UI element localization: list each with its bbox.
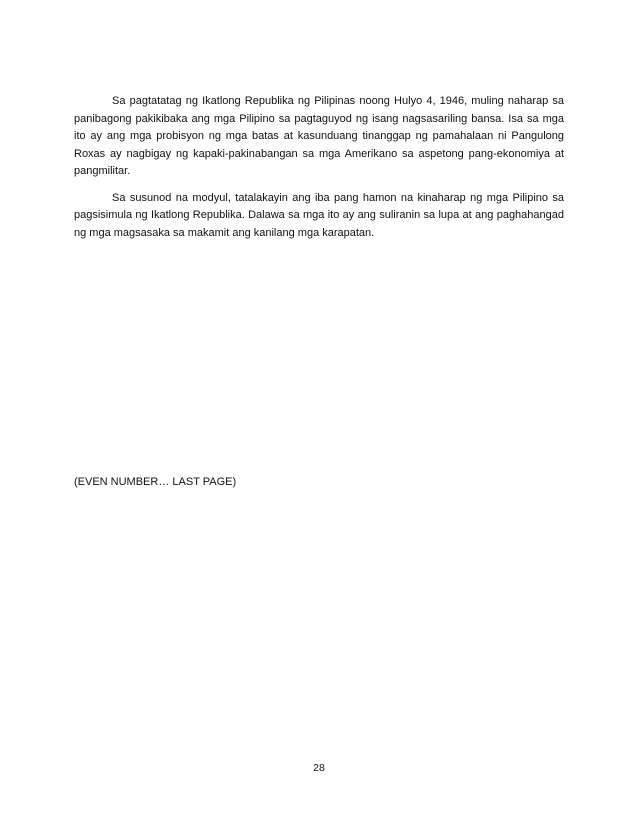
placeholder-note: (EVEN NUMBER… LAST PAGE) <box>74 476 237 488</box>
body-text <box>74 93 564 251</box>
page-number: 28 <box>313 762 325 774</box>
paragraph-2: Sa susunod na modyul, tatalakayin ang iba pang hamon na kinaharap ng mga Pilipino sa pagsisimula ng Ikatlong Republika. Dalawa sa mga ito ay ang suliranin sa lupa at ang paghahangad ng mga magsasaka sa makamit ang kanilang mga karapatan. <box>74 191 564 239</box>
paragraph-1: Sa pagtatatag ng Ikatlong Republika ng Pilipinas noong Hulyo 4, 1946, muling naharap sa panibagong pakikibaka ang mga Pilipino sa pagtaguyod ng isang nagsasariling bansa. Isa sa mga ito ay ang mga probisyon ng mga batas at kasunduang tinanggap ng pamahalaan ni Pangulong Roxas ay nagbigay ng kapaki-pakinabangan sa mga Amerikano sa aspetong pang-ekonomiya at pangmilitar. <box>74 95 564 177</box>
